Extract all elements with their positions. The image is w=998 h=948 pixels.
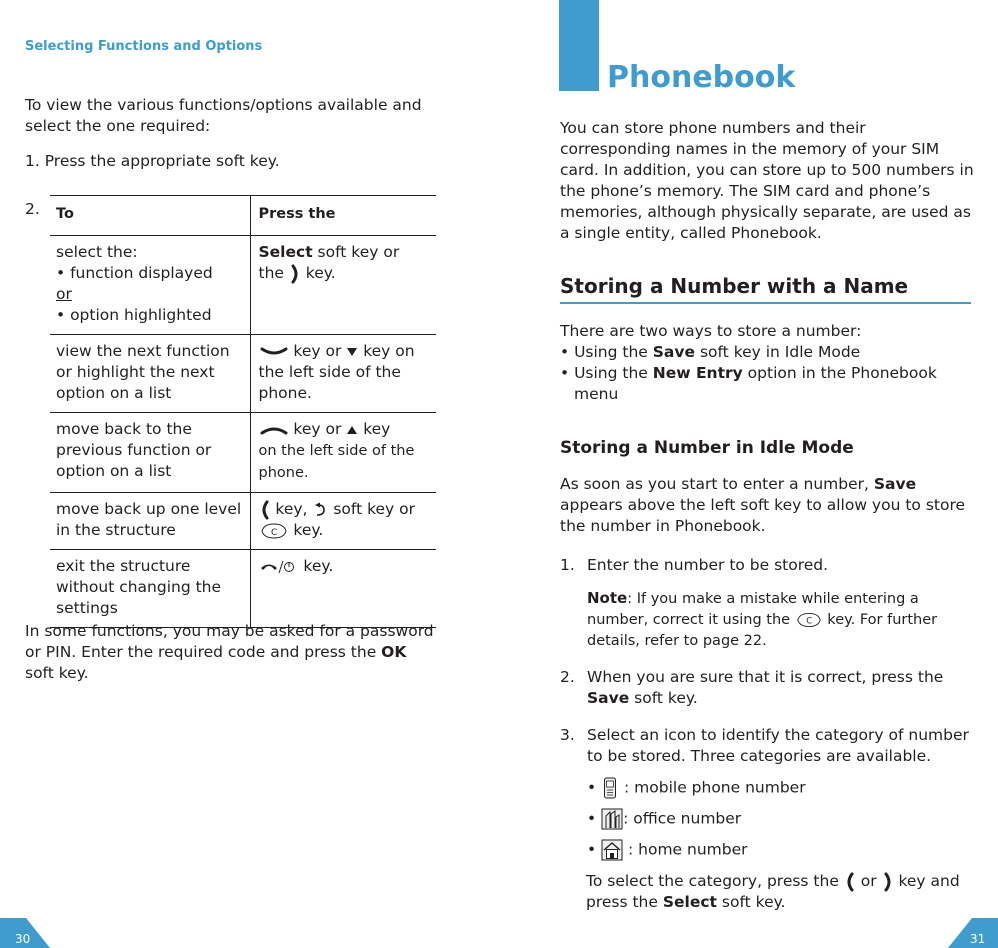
end-power-key-icon (259, 559, 299, 575)
clear-key-icon (795, 612, 823, 628)
table-row (50, 413, 436, 493)
step-number: 2. (560, 668, 575, 686)
select-text: To select the category, press the (586, 872, 844, 890)
idle-step-1 (560, 555, 975, 576)
to-line: or (56, 285, 72, 303)
closing-text: soft key. (25, 664, 89, 682)
press-text: key, (270, 500, 313, 518)
ways-intro: There are two ways to store a number: (560, 322, 862, 340)
press-text: key (358, 420, 391, 438)
select-text: soft key. (716, 893, 786, 911)
way-text: • Using the (560, 343, 653, 361)
step-number: 1. (560, 556, 575, 574)
idle-step-3 (560, 725, 975, 767)
save-key-name: Save (587, 689, 630, 707)
category-home (587, 839, 748, 861)
up-arrow-icon (346, 424, 358, 436)
page-number: 31 (970, 932, 986, 946)
row-up-level-press (250, 493, 436, 550)
page-number: 30 (15, 932, 31, 946)
header-press: Press the (250, 196, 436, 236)
mobile-phone-icon (601, 777, 619, 799)
row-select-to (50, 236, 250, 335)
right-soft-key-icon (882, 872, 894, 892)
press-text: soft key or (328, 500, 416, 518)
table-row (50, 550, 436, 628)
row-back-press (250, 413, 436, 493)
category-text: : home number (623, 840, 748, 859)
step-2-number: 2. (25, 200, 40, 218)
select-key-name: Select (662, 893, 717, 911)
row-up-level-to: move back up one level in the structure (50, 493, 250, 550)
category-mobile (587, 777, 806, 799)
row-select-press (250, 236, 436, 335)
right-soft-key-icon (289, 264, 301, 284)
way-text: • Using the (560, 364, 653, 382)
idle-step-2 (560, 667, 975, 709)
chapter-intro: You can store phone numbers and their corresponding names in the memory of your SIM card. In addition, you can store up to 500 numbers in the phone’s memory. The SIM card and phone’s memories, although physically separate, are used as a single entity, called Phonebook. (560, 119, 974, 242)
ways-list (560, 321, 975, 405)
way-option-name: New Entry (652, 364, 743, 382)
row-back-to: move back to the previous function or option on a list (50, 413, 250, 493)
press-text: on the left side of the phone. (258, 443, 415, 481)
way-item (560, 363, 975, 384)
volume-down-key-icon (259, 345, 289, 359)
step-text-part: soft key. (629, 689, 698, 707)
bullet: • (587, 809, 602, 828)
step-1: 1. Press the appropriate soft key. (25, 152, 280, 170)
ok-key-name: OK (381, 643, 407, 661)
press-text: key or (288, 420, 347, 438)
table-row (50, 493, 436, 550)
heading-rule (560, 302, 971, 304)
press-text: key. (300, 264, 336, 282)
way-text: soft key in Idle Mode (695, 343, 861, 361)
way-text: option in the Phonebook (742, 364, 937, 382)
category-text: : mobile phone number (619, 778, 806, 797)
note-label: Note (587, 589, 628, 607)
step-number: 3. (560, 726, 575, 744)
bullet: • (587, 778, 602, 797)
to-line: select the: (56, 243, 138, 261)
table-row (50, 236, 436, 335)
table-header-row (50, 196, 436, 236)
closing-text: In some functions, you may be asked for a password or PIN. Enter the required code and press the (25, 622, 434, 661)
step-text: Enter the number to be stored. (587, 556, 829, 574)
volume-up-key-icon (259, 423, 289, 437)
idle-mode-paragraph (560, 474, 975, 537)
category-text: : office number (623, 809, 742, 828)
way-text: menu (574, 385, 619, 403)
intro-paragraph: To view the various functions/options available and select the one required: (25, 96, 422, 135)
left-soft-key-icon (259, 500, 271, 520)
save-key-name: Save (873, 475, 917, 493)
select-text: key and press the (586, 872, 960, 911)
heading-idle-mode: Storing a Number in Idle Mode (560, 438, 854, 458)
to-line: • function displayed (56, 264, 213, 282)
clear-key-icon (259, 523, 289, 539)
table-row (50, 335, 436, 413)
select-key-name: Select (258, 243, 313, 261)
step-text: Select an icon to identify the category of number to be stored. Three categories are available. (587, 726, 969, 765)
row-next-to: view the next function or highlight the next option on a list (50, 335, 250, 413)
bullet: • (587, 840, 602, 859)
select-text: or (855, 872, 882, 890)
note-text: : If you make a mistake while entering a number, correct it using the (587, 591, 919, 628)
press-text: the (258, 264, 289, 282)
page-number-tab-left (0, 918, 52, 948)
closing-paragraph (25, 621, 440, 684)
press-text: key on the left side of the phone. (258, 342, 415, 402)
home-icon (601, 839, 623, 861)
idle-text: As soon as you start to enter a number, (560, 475, 874, 493)
idle-text: appears above the left soft key to allow you to store the number in Phonebook. (560, 496, 966, 535)
press-text: key. (288, 521, 324, 539)
back-arrow-icon (312, 502, 328, 518)
way-key-name: Save (652, 343, 696, 361)
row-next-press (250, 335, 436, 413)
to-line: • option highlighted (56, 306, 212, 324)
press-text: key or (288, 342, 347, 360)
select-category-paragraph (586, 871, 976, 913)
header-to: To (50, 196, 250, 236)
row-exit-to: exit the structure without changing the settings (50, 550, 250, 628)
function-table (50, 195, 436, 628)
chapter-title: Phonebook (607, 60, 796, 95)
office-building-icon (601, 808, 623, 830)
chapter-color-block (559, 0, 599, 91)
press-text: soft key or (312, 243, 400, 261)
step-text (587, 667, 975, 709)
svg-text:C: C (805, 615, 812, 626)
down-arrow-icon (346, 346, 358, 358)
category-office (587, 808, 741, 830)
svg-text:C: C (270, 527, 277, 538)
note (587, 588, 967, 652)
note-text: key. For further details, refer to page 22. (587, 612, 938, 649)
left-soft-key-icon (844, 872, 856, 892)
row-exit-press (250, 550, 436, 628)
way-item (560, 342, 975, 363)
press-text: key. (298, 557, 334, 575)
step-text-part: When you are sure that it is correct, press the (587, 668, 944, 686)
section-heading: Selecting Functions and Options (25, 39, 263, 54)
heading-storing-number-with-name: Storing a Number with a Name (560, 274, 909, 298)
page-number-tab-right (946, 918, 998, 948)
